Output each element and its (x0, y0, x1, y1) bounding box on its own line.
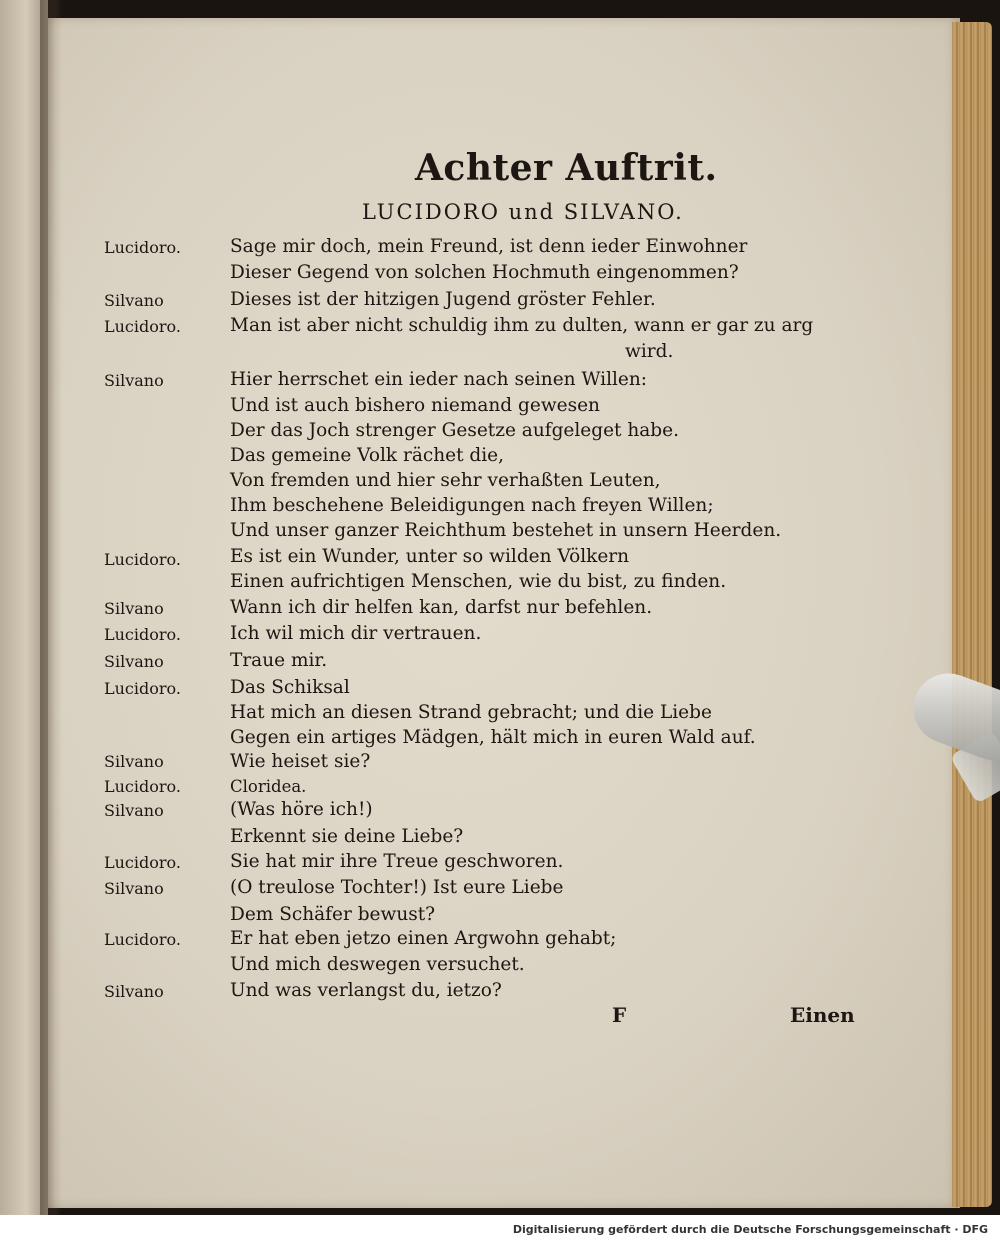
speaker-label: Lucidoro. (104, 930, 181, 949)
dialogue-line: Dieser Gegend von solchen Hochmuth eingenommen? (230, 262, 739, 283)
catchword: Einen (790, 1003, 855, 1027)
dialogue-line: Gegen ein artiges Mädgen, hält mich in euren Wald auf. (230, 727, 756, 748)
dialogue-line: Das gemeine Volk rächet die, (230, 445, 504, 466)
speaker-label: Silvano (104, 982, 164, 1001)
dialogue-line: Dem Schäfer bewust? (230, 904, 436, 925)
dialogue-line: Erkennt sie deine Liebe? (230, 826, 464, 847)
dialogue-line: Und mich deswegen versuchet. (230, 954, 525, 975)
dialogue-line: Traue mir. (230, 650, 328, 671)
speaker-label: Lucidoro. (104, 853, 181, 872)
dialogue-line: Es ist ein Wunder, unter so wilden Völkern (230, 546, 630, 567)
gutter-shadow (40, 0, 62, 1215)
speaker-label: Silvano (104, 752, 164, 771)
speaker-label: Silvano (104, 879, 164, 898)
speaker-label: Lucidoro. (104, 777, 181, 796)
signature-mark: F (612, 1003, 627, 1027)
scene-subtitle: LUCIDORO und SILVANO. (362, 200, 684, 224)
dialogue-line: Wann ich dir helfen kan, darfst nur befehlen. (230, 597, 653, 618)
dialogue-line: Von fremden und hier sehr verhaßten Leuten, (230, 470, 661, 491)
speaker-label: Lucidoro. (104, 679, 181, 698)
speaker-label: Silvano (104, 371, 164, 390)
dialogue-line: Und unser ganzer Reichthum bestehet in unsern Heerden. (230, 520, 782, 541)
dialogue-line: Man ist aber nicht schuldig ihm zu dulten, wann er gar zu arg (230, 315, 814, 336)
footer-bar (0, 1215, 1000, 1251)
dialogue-line: Hier herrschet ein ieder nach seinen Willen: (230, 369, 647, 390)
speaker-label: Silvano (104, 291, 164, 310)
dialogue-line: Der das Joch strenger Gesetze aufgeleget habe. (230, 420, 679, 441)
dialogue-line: (Was höre ich!) (230, 799, 373, 820)
dialogue-line: Das Schiksal (230, 677, 350, 698)
page-edges (952, 22, 992, 1207)
speaker-label: Lucidoro. (104, 317, 181, 336)
dialogue-line: Dieses ist der hitzigen Jugend gröster Fehler. (230, 289, 656, 310)
dialogue-line: Wie heiset sie? (230, 751, 371, 772)
speaker-label: Lucidoro. (104, 625, 181, 644)
speaker-label: Silvano (104, 599, 164, 618)
dialogue-line: Hat mich an diesen Strand gebracht; und die Liebe (230, 702, 712, 723)
dialogue-line: Sie hat mir ihre Treue geschworen. (230, 851, 564, 872)
speaker-label: Lucidoro. (104, 550, 181, 569)
dialogue-line: Und ist auch bishero niemand gewesen (230, 395, 600, 416)
dialogue-line: Cloridea. (230, 777, 307, 796)
dialogue-line: Sage mir doch, mein Freund, ist denn ieder Einwohner (230, 236, 748, 257)
dialogue-line: Einen aufrichtigen Menschen, wie du bist, zu finden. (230, 571, 727, 592)
dialogue-line: Ihm beschehene Beleidigungen nach freyen Willen; (230, 495, 714, 516)
funding-credit: Digitalisierung gefördert durch die Deutsche Forschungsgemeinschaft · DFG (512, 1223, 988, 1236)
speaker-label: Silvano (104, 652, 164, 671)
dialogue-line: Er hat eben jetzo einen Argwohn gehabt; (230, 928, 617, 949)
dialogue-line: (O treulose Tochter!) Ist eure Liebe (230, 877, 564, 898)
dialogue-line-continuation: wird. (625, 341, 674, 362)
dialogue-line: Ich wil mich dir vertrauen. (230, 623, 482, 644)
speaker-label: Lucidoro. (104, 238, 181, 257)
scene-title: Achter Auftrit. (415, 147, 718, 189)
speaker-label: Silvano (104, 801, 164, 820)
dialogue-line: Und was verlangst du, ietzo? (230, 980, 502, 1001)
